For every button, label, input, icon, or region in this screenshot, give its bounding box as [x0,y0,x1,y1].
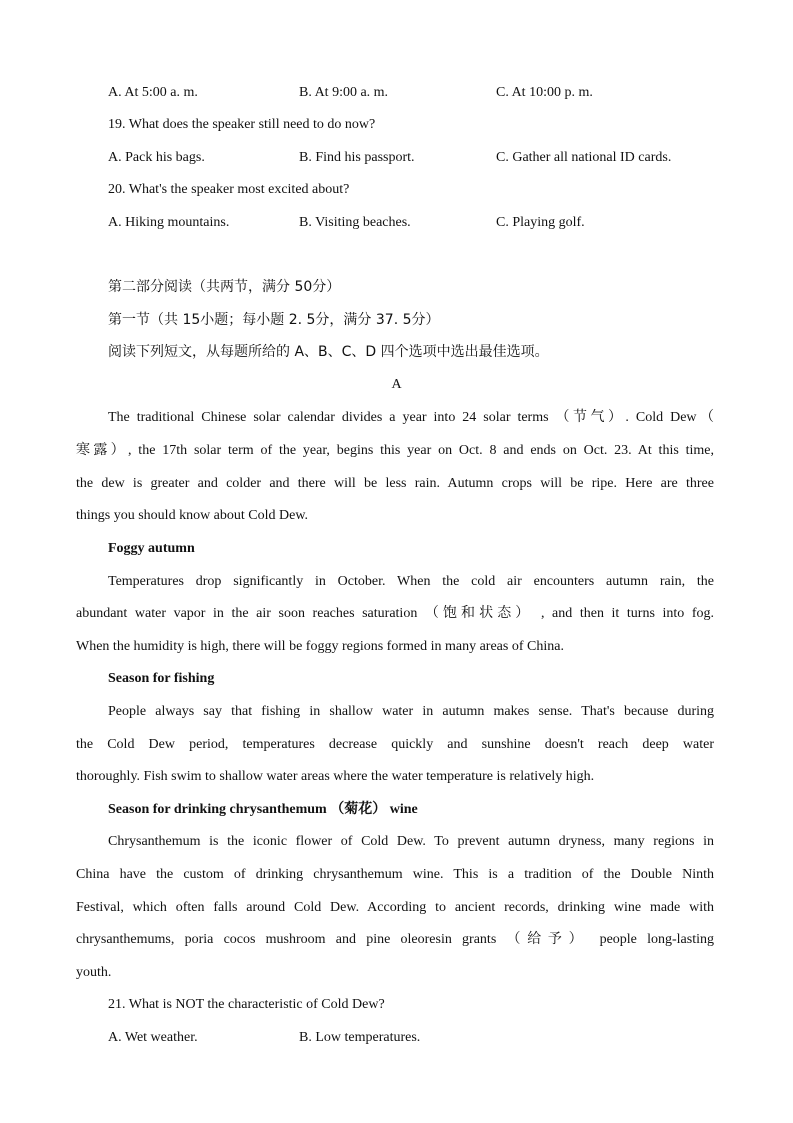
q21-option-a: A. Wet weather. [108,1030,198,1045]
chrysanthemum-line-1: Chrysanthemum is the iconic flower of Cold Dew. To prevent autumn dryness, many regions in [108,834,714,849]
part2-heading: 第二部分阅读（共两节，满分 50分） [108,279,341,295]
q20-option-b: B. Visiting beaches. [299,215,411,230]
q18-option-c: C. At 10:00 p. m. [496,85,593,100]
chrysanthemum-line-5: youth. [76,965,112,980]
passage-label: A [391,377,402,392]
q20-question: 20. What's the speaker most excited about? [108,182,350,197]
q21-option-b: B. Low temperatures. [299,1030,421,1045]
intro-line-3: the dew is greater and colder and there will be less rain. Autumn crops will be ripe. Here are three [76,476,714,491]
q21-question: 21. What is NOT the characteristic of Cold Dew? [108,997,385,1012]
q19-option-a: A. Pack his bags. [108,150,205,165]
chrysanthemum-line-2: China have the custom of drinking chrysanthemum wine. This is a tradition of the Double Ninth [76,867,714,882]
foggy-line-2: abundant water vapor in the air soon reaches saturation （饱和状态） , and then it turns into fog. [76,606,714,621]
q20-option-c: C. Playing golf. [496,215,585,230]
fishing-line-3: thoroughly. Fish swim to shallow water areas where the water temperature is relatively high. [76,769,595,784]
q19-option-b: B. Find his passport. [299,150,415,165]
intro-line-1: The traditional Chinese solar calendar divides a year into 24 solar terms （节气）. Cold Dew（ [108,410,714,425]
fishing-line-2: the Cold Dew period, temperatures decrease quickly and sunshine doesn't reach deep water [76,737,714,752]
section1-heading: 第一节（共 15小题；每小题 2. 5分，满分 37. 5分） [108,312,440,328]
q18-option-b: B. At 9:00 a. m. [299,85,389,100]
chrysanthemum-line-3: Festival, which often falls around Cold Dew. According to ancient records, drinking wine made with [76,900,714,915]
foggy-line-3: When the humidity is high, there will be foggy regions formed in many areas of China. [76,639,564,654]
reading-instruction: 阅读下列短文，从每题所给的 A、B、C、D 四个选项中选出最佳选项。 [108,344,549,360]
foggy-line-1: Temperatures drop significantly in October. When the cold air encounters autumn rain, the [108,574,714,589]
q18-option-a: A. At 5:00 a. m. [108,85,198,100]
chrysanthemum-line-4: chrysanthemums, poria cocos mushroom and pine oleoresin grants （给予） people long-lasting [76,932,714,947]
q19-option-c: C. Gather all national ID cards. [496,150,672,165]
section-title-fishing: Season for fishing [108,671,215,686]
section-title-chrysanthemum: Season for drinking chrysanthemum （菊花） wine [108,802,418,817]
q19-question: 19. What does the speaker still need to do now? [108,117,376,132]
section-title-foggy-autumn: Foggy autumn [108,541,195,556]
intro-line-2: 寒露）, the 17th solar term of the year, begins this year on Oct. 8 and ends on Oct. 23. At this time, [76,443,714,458]
fishing-line-1: People always say that fishing in shallow water in autumn makes sense. That's because during [108,704,714,719]
intro-line-4: things you should know about Cold Dew. [76,508,309,523]
q20-option-a: A. Hiking mountains. [108,215,230,230]
